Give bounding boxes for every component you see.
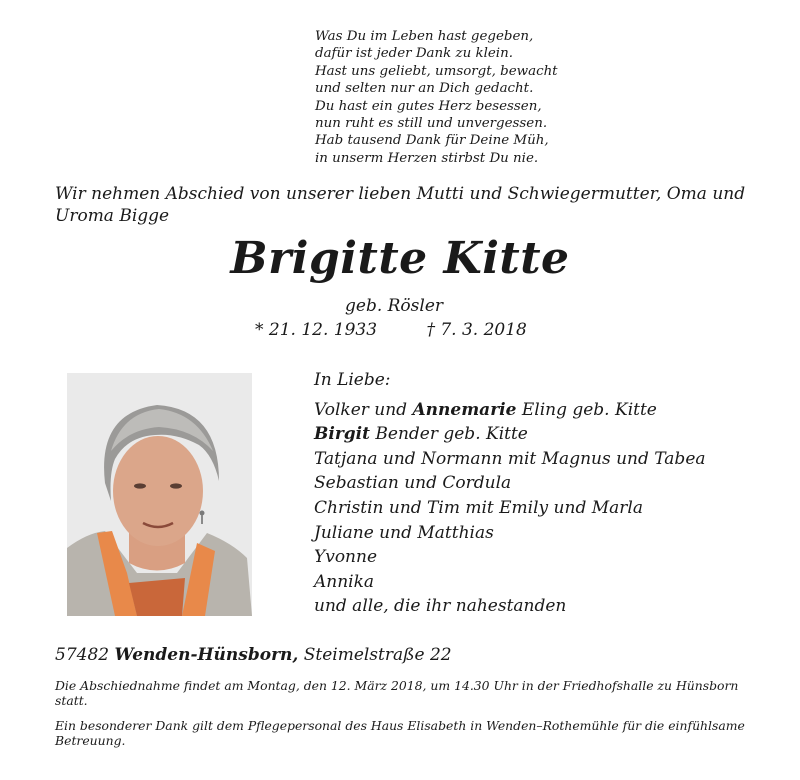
mourner-bold-name: Birgit [314,424,370,445]
poem-line: Was Du im Leben hast gegeben, [315,29,534,44]
mourner-bold-name: Annemarie [412,399,517,420]
mourner-line: Annika [314,571,375,592]
birth-date: * 21. 12. 1933 [255,320,378,340]
address-zip: 57482 [55,645,110,665]
mourner-text: Bender geb. Kitte [369,424,528,445]
mourner-line: Yvonne [314,547,378,568]
address-street: Steimelstraße 22 [303,645,452,665]
mourner-text: Volker und [314,399,413,420]
mourners-list [314,368,774,619]
mourner-line: Juliane und Matthias [314,522,494,543]
mourner-line [314,422,774,447]
deceased-name: Brigitte Kitte [230,233,570,284]
poem-line: Du hast ein gutes Herz besessen, [315,98,542,114]
life-dates [255,320,527,340]
poem-line: Hast uns geliebt, umsorgt, bewacht [315,63,558,79]
mourners-lead: In Liebe: [314,370,391,390]
mourner-line: und alle, die ihr nahestanden [314,596,567,617]
address-town: Wenden-Hünsborn, [114,645,299,665]
thanks-notice: Ein besonderer Dank gilt dem Pflegepersonal des Haus Elisabeth in Wenden–Rothemühle für die einfühlsame Betreuung. [55,718,745,749]
poem-line: und selten nur an Dich gedacht. [315,81,534,97]
maiden-name: geb. Rösler [345,296,444,316]
portrait-photo [67,373,252,616]
poem-line: in unserm Herzen stirbst Du nie. [315,150,539,166]
intro-text: Wir nehmen Abschied von unserer lieben Mutti und Schwiegermutter, Oma und Uroma Bigge [55,184,746,226]
funeral-notice: Die Abschiednahme findet am Montag, den 12. März 2018, um 14.30 Uhr in der Friedhofshalle zu Hünsborn statt. [55,678,739,709]
mourner-text: Eling geb. Kitte [516,399,657,420]
poem [315,28,645,167]
mourner-line: Tatjana und Normann mit Magnus und Tabea [314,448,706,469]
mourner-line: Sebastian und Cordula [314,473,512,494]
mourner-line [314,398,774,423]
poem-line: Hab tausend Dank für Deine Müh, [315,133,549,149]
address [55,645,452,665]
death-date: † 7. 3. 2018 [426,320,527,340]
mourner-line: Christin und Tim mit Emily und Marla [314,497,643,518]
poem-line: nun ruht es still und unvergessen. [315,116,548,132]
poem-line: dafür ist jeder Dank zu klein. [315,46,513,62]
